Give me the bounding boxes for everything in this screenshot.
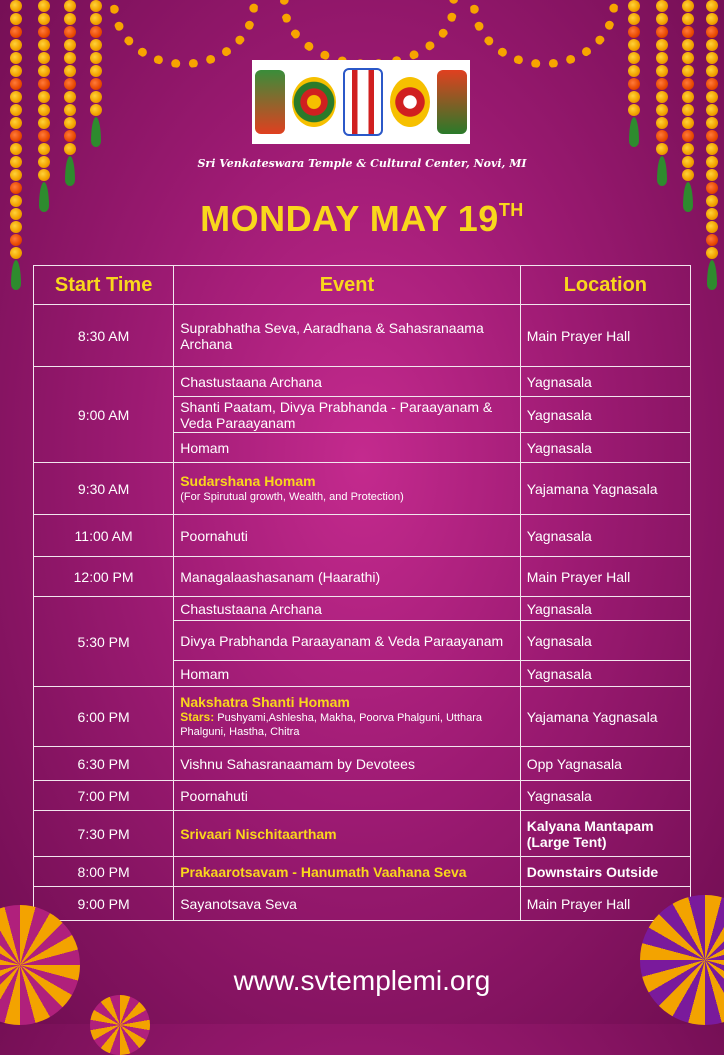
temple-name: Sri Venkateswara Temple & Cultural Center, Novi, MI xyxy=(197,157,527,170)
event-cell xyxy=(174,305,521,367)
event-title: Homam xyxy=(180,665,230,682)
marigold-garland-icon xyxy=(628,0,640,147)
event-title: Vishnu Sahasranaamam by Devotees xyxy=(180,755,415,772)
location-cell: Yagnasala xyxy=(520,661,690,687)
event-cell xyxy=(174,661,521,687)
event-cell xyxy=(174,857,521,887)
event-title: Prakaarotsavam - Hanumath Vaahana Seva xyxy=(180,863,467,880)
location-cell: Main Prayer Hall xyxy=(520,305,690,367)
event-cell xyxy=(174,781,521,811)
table-row xyxy=(34,367,691,397)
event-cell xyxy=(174,597,521,621)
event-cell xyxy=(174,557,521,597)
event-cell xyxy=(174,887,521,921)
event-title: Sayanotsava Seva xyxy=(180,895,297,912)
location-cell: Yagnasala xyxy=(520,781,690,811)
start-time-cell: 6:30 PM xyxy=(34,747,174,781)
table-header-row xyxy=(34,266,691,305)
header-location: Location xyxy=(520,266,690,305)
location-cell: Yagnasala xyxy=(520,433,690,463)
start-time-cell: 5:30 PM xyxy=(34,597,174,687)
event-cell xyxy=(174,463,521,515)
location-cell: Downstairs Outside xyxy=(520,857,690,887)
location-cell: Yajamana Yagnasala xyxy=(520,687,690,747)
header-start-time: Start Time xyxy=(34,266,174,305)
event-cell xyxy=(174,811,521,857)
event-cell xyxy=(174,687,521,747)
event-title: Sudarshana Homam xyxy=(180,472,316,489)
page-title: MONDAY MAY 19TH xyxy=(200,198,524,239)
location-cell: Yagnasala xyxy=(520,621,690,661)
location-cell: Main Prayer Hall xyxy=(520,557,690,597)
marigold-garland-icon xyxy=(90,0,102,147)
header-event: Event xyxy=(174,266,521,305)
event-title: Suprabhatha Seva, Aaradhana & Sahasranaama Archana xyxy=(180,319,484,352)
event-title: Poornahuti xyxy=(180,527,248,544)
start-time-cell: 9:30 AM xyxy=(34,463,174,515)
rangoli-flower-icon xyxy=(90,995,150,1055)
schedule-table xyxy=(33,265,691,921)
event-title: Srivaari Nischitaartham xyxy=(180,825,337,842)
location-cell: Yajamana Yagnasala xyxy=(520,463,690,515)
table-row xyxy=(34,857,691,887)
location-cell: Yagnasala xyxy=(520,397,690,433)
location-cell: Yagnasala xyxy=(520,367,690,397)
table-row xyxy=(34,747,691,781)
start-time-cell: 12:00 PM xyxy=(34,557,174,597)
rangoli-flower-icon xyxy=(0,905,80,1025)
event-title: Shanti Paatam, Divya Prabhanda - Paraayanam & Veda Paraayanam xyxy=(180,398,493,431)
start-time-cell: 8:00 PM xyxy=(34,857,174,887)
location-cell: Yagnasala xyxy=(520,515,690,557)
marigold-garland-icon xyxy=(706,0,718,290)
website-url[interactable]: www.svtemplemi.org xyxy=(233,965,491,996)
table-row xyxy=(34,781,691,811)
event-title: Chastustaana Archana xyxy=(180,373,322,390)
location-cell: Main Prayer Hall xyxy=(520,887,690,921)
table-row xyxy=(34,887,691,921)
event-cell xyxy=(174,747,521,781)
stars-label: Stars: xyxy=(180,710,215,724)
start-time-cell: 9:00 PM xyxy=(34,887,174,921)
location-cell: Yagnasala xyxy=(520,597,690,621)
start-time-cell: 11:00 AM xyxy=(34,515,174,557)
table-row xyxy=(34,687,691,747)
start-time-cell: 7:00 PM xyxy=(34,781,174,811)
location-cell: Kalyana Mantapam (Large Tent) xyxy=(520,811,690,857)
table-row xyxy=(34,305,691,367)
marigold-garland-icon xyxy=(682,0,694,212)
event-title: Divya Prabhanda Paraayanam & Veda Paraayanam xyxy=(180,632,504,649)
stars-list: Pushyami,Ashlesha, Makha, Poorva Phalguni, Utthara Phalguni, Hastha, Chitra xyxy=(180,712,483,738)
table-row xyxy=(34,597,691,621)
table-row xyxy=(34,463,691,515)
event-title: Chastustaana Archana xyxy=(180,600,322,617)
marigold-garland-icon xyxy=(38,0,50,212)
marigold-garland-icon xyxy=(470,0,618,68)
event-cell xyxy=(174,367,521,397)
start-time-cell: 6:00 PM xyxy=(34,687,174,747)
table-row xyxy=(34,557,691,597)
start-time-cell: 8:30 AM xyxy=(34,305,174,367)
event-title: Managalaashasanam (Haarathi) xyxy=(180,568,381,585)
event-title: Poornahuti xyxy=(180,787,248,804)
table-row xyxy=(34,515,691,557)
event-cell xyxy=(174,621,521,661)
event-cell xyxy=(174,515,521,557)
event-cell xyxy=(174,397,521,433)
marigold-garland-icon xyxy=(10,0,22,290)
start-time-cell: 9:00 AM xyxy=(34,367,174,463)
event-title: Nakshatra Shanti Homam xyxy=(180,694,350,710)
start-time-cell: 7:30 PM xyxy=(34,811,174,857)
table-row xyxy=(34,811,691,857)
event-title: Homam xyxy=(180,439,230,456)
location-cell: Opp Yagnasala xyxy=(520,747,690,781)
marigold-garland-icon xyxy=(280,0,458,68)
temple-logo-icon xyxy=(252,60,470,144)
event-note: (For Spirutual growth, Wealth, and Protection) xyxy=(180,490,404,503)
marigold-garland-icon xyxy=(110,0,258,68)
event-cell xyxy=(174,433,521,463)
